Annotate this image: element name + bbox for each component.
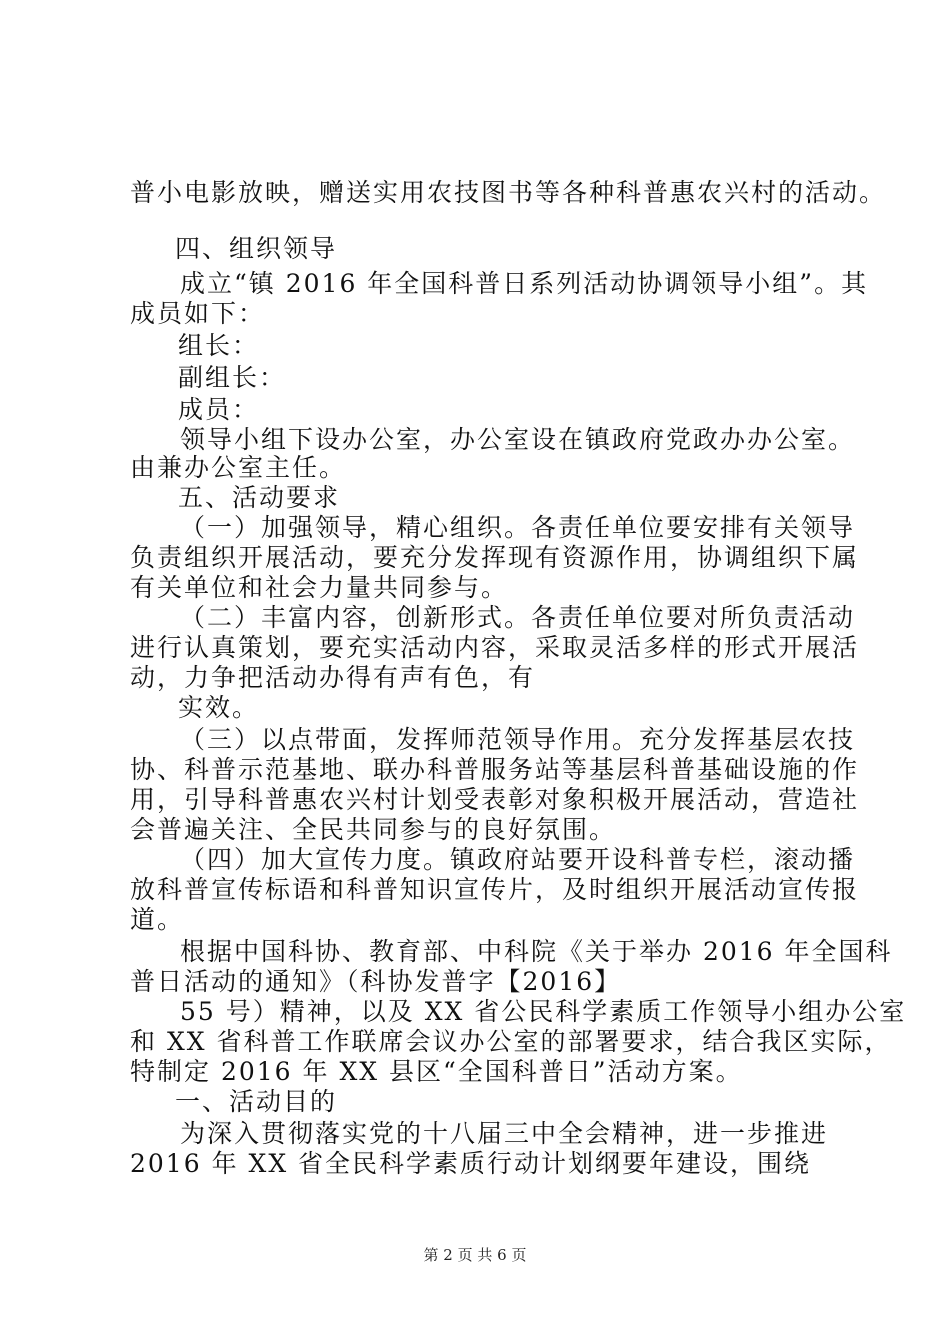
- text-line: 组长：: [178, 331, 260, 360]
- text-line: 负责组织开展活动，要充分发挥现有资源作用，协调组织下属: [130, 543, 860, 572]
- section-heading: 四、组织领导: [175, 234, 338, 263]
- text-line: 普日活动的通知》（科协发普字【2016】: [130, 967, 622, 996]
- text-line: 道。: [130, 905, 185, 934]
- text-line: 为深入贯彻落实党的十八届三中全会精神，进一步推进: [180, 1119, 829, 1148]
- section-heading: 一、活动目的: [175, 1087, 338, 1116]
- text-line: 用，引导科普惠农兴村计划受表彰对象积极开展活动，营造社: [130, 785, 860, 814]
- text-line: （四）加大宣传力度。镇政府站要开设科普专栏，滚动播: [180, 845, 856, 874]
- text-line: 有关单位和社会力量共同参与。: [130, 573, 509, 602]
- text-line: 实效。: [178, 693, 260, 722]
- text-line: 和 XX 省科普工作联席会议办公室的部署要求，结合我区实际，: [130, 1027, 892, 1056]
- page-footer: 第 2 页 共 6 页: [423, 1246, 527, 1264]
- text-line: 由兼办公室主任。: [130, 453, 347, 482]
- text-line: 副组长：: [178, 363, 287, 392]
- text-line: 成立“镇 2016 年全国科普日系列活动协调领导小组”。其: [180, 269, 869, 298]
- text-line: （三）以点带面，发挥师范领导作用。充分发挥基层农技: [180, 725, 856, 754]
- text-line: 放科普宣传标语和科普知识宣传片，及时组织开展活动宣传报: [130, 875, 860, 904]
- text-line: 成员如下：: [130, 299, 266, 328]
- text-line: 特制定 2016 年 XX 县区“全国科普日”活动方案。: [130, 1057, 743, 1086]
- text-line: 根据中国科协、教育部、中科院《关于举办 2016 年全国科: [180, 937, 893, 966]
- text-line: （一）加强领导，精心组织。各责任单位要安排有关领导: [180, 513, 856, 542]
- section-heading: 五、活动要求: [178, 483, 341, 512]
- text-line: 55 号）精神，以及 XX 省公民科学素质工作领导小组办公室: [180, 997, 907, 1026]
- text-line: 成员：: [178, 395, 260, 424]
- text-line: 协、科普示范基地、联办科普服务站等基层科普基础设施的作: [130, 755, 860, 784]
- text-line: 动，力争把活动办得有声有色，有: [130, 663, 536, 692]
- text-line: （二）丰富内容，创新形式。各责任单位要对所负责活动: [180, 603, 856, 632]
- text-line: 进行认真策划，要充实活动内容，采取灵活多样的形式开展活: [130, 633, 860, 662]
- text-line: 2016 年 XX 省全民科学素质行动计划纲要年建设，围绕: [130, 1149, 812, 1178]
- text-line: 领导小组下设办公室，办公室设在镇政府党政办办公室。: [180, 425, 856, 454]
- text-line: 普小电影放映，赠送实用农技图书等各种科普惠农兴村的活动。: [130, 178, 887, 207]
- text-line: 会普遍关注、全民共同参与的良好氛围。: [130, 815, 617, 844]
